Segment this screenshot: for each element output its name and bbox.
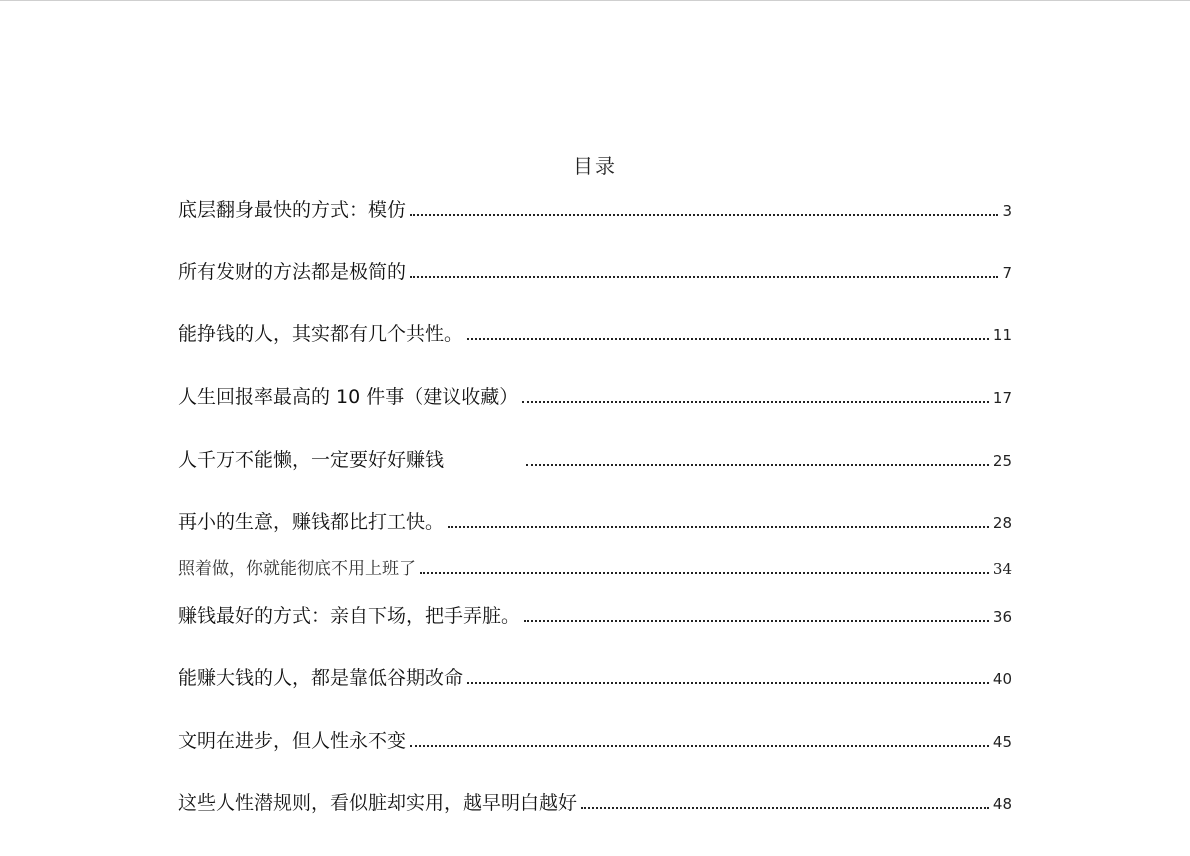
toc-entry[interactable] <box>178 448 1012 473</box>
toc-title: 目录 <box>573 154 617 178</box>
dot-leader <box>524 620 989 622</box>
toc-entry-page-number: 7 <box>1002 264 1012 282</box>
dot-leader <box>420 572 989 574</box>
toc-entry-title: 人生回报率最高的 10 件事（建议收藏） <box>178 386 519 408</box>
toc-entry-title: 赚钱最好的方式：亲自下场，把手弄脏。 <box>178 605 521 627</box>
toc-entry[interactable] <box>178 557 1012 581</box>
toc-entry[interactable] <box>178 198 1012 223</box>
toc-entry-page-number: 28 <box>992 514 1012 532</box>
toc-entry[interactable] <box>178 666 1012 691</box>
toc-entry-page-number: 17 <box>992 389 1012 407</box>
dot-leader <box>581 807 989 809</box>
toc-entry-title: 能赚大钱的人，都是靠低谷期改命 <box>178 667 464 689</box>
toc-entry-page-number: 36 <box>992 608 1012 626</box>
toc-entry[interactable] <box>178 260 1012 285</box>
toc-entry-page-number: 48 <box>992 795 1012 813</box>
toc-entry-page-number: 11 <box>992 326 1012 344</box>
dot-leader <box>467 682 989 684</box>
dot-leader <box>526 464 989 466</box>
dot-leader <box>467 338 989 340</box>
toc-entry-title: 文明在进步，但人性永不变 <box>178 730 407 752</box>
toc-entry-page-number: 3 <box>1002 202 1012 220</box>
dot-leader <box>410 214 998 216</box>
toc-entry-title: 所有发财的方法都是极简的 <box>178 261 407 283</box>
dot-leader <box>522 401 989 403</box>
toc-entry[interactable] <box>178 322 1012 347</box>
dot-leader <box>410 276 998 278</box>
dot-leader <box>410 745 989 747</box>
toc-entry-page-number: 40 <box>992 670 1012 688</box>
toc-entry-title: 能挣钱的人，其实都有几个共性。 <box>178 323 464 345</box>
toc-entry-title: 底层翻身最快的方式：模仿 <box>178 199 407 221</box>
toc-entry-page-number: 25 <box>992 452 1012 470</box>
toc-entry-title: 再小的生意，赚钱都比打工快。 <box>178 511 445 533</box>
toc-entry[interactable] <box>178 510 1012 535</box>
toc-entry-title: 这些人性潜规则，看似脏却实用，越早明白越好 <box>178 792 578 814</box>
toc-entry[interactable] <box>178 385 1012 410</box>
toc-entry-page-number: 34 <box>992 560 1012 578</box>
toc-entry[interactable] <box>178 791 1012 816</box>
toc-entry-title: 照着做，你就能彻底不用上班了 <box>178 559 416 579</box>
toc-entry-title: 人千万不能懒，一定要好好赚钱 <box>178 449 445 471</box>
toc-entry-page-number: 45 <box>992 733 1012 751</box>
toc-entry[interactable] <box>178 604 1012 629</box>
dot-leader <box>448 526 989 528</box>
toc-entry[interactable] <box>178 729 1012 754</box>
table-of-contents <box>178 0 1012 856</box>
